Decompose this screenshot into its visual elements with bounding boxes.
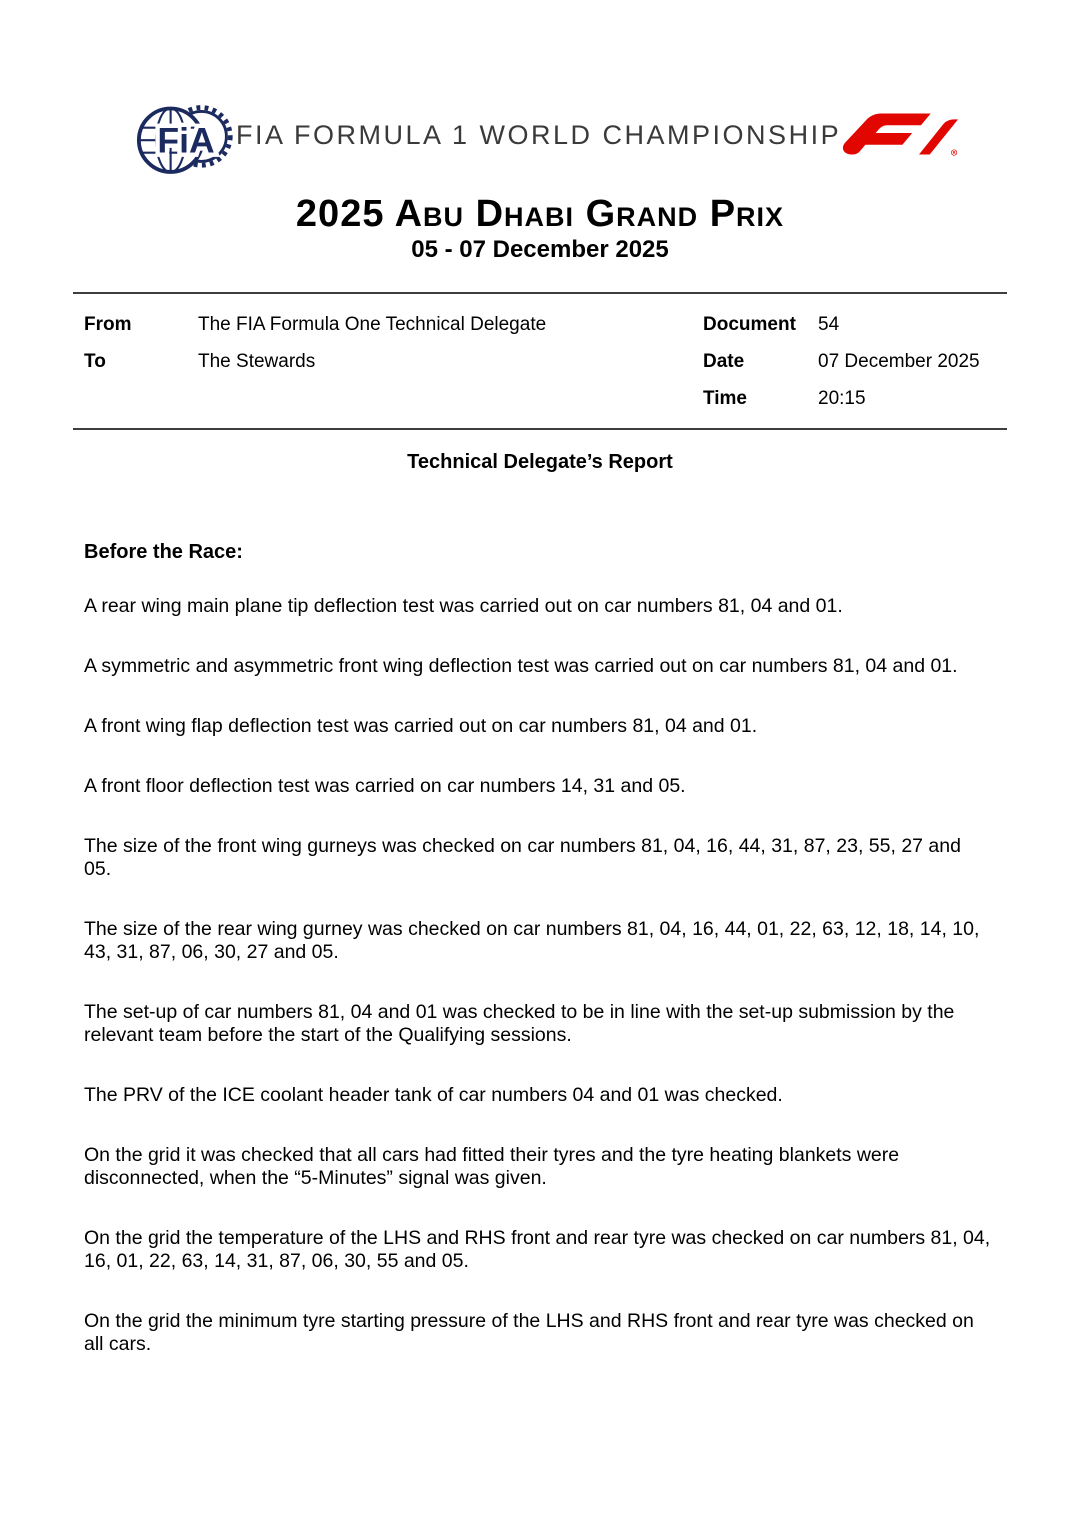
report-paragraph: The set-up of car numbers 81, 04 and 01 was checked to be in line with the set-up submission by the relevant team before the start of the Qualifying sessions.	[84, 1001, 955, 1046]
meta-to-row	[84, 350, 703, 373]
meta-time-row	[703, 387, 1007, 410]
document-label: Document	[703, 314, 796, 335]
from-label: From	[84, 314, 132, 335]
to-value: The Stewards	[198, 351, 316, 372]
document-header	[0, 0, 1080, 190]
report-paragraph: On the grid the temperature of the LHS and RHS front and rear tyre was checked on car numbers 81, 04, 16, 01, 22, 63, 14, 31, 87, 06, 30, 55 and 05.	[84, 1227, 991, 1272]
meta-from-row	[84, 313, 703, 336]
to-label: To	[84, 351, 106, 372]
f1-registered-letter: R	[952, 150, 956, 156]
from-value: The FIA Formula One Technical Delegate	[198, 314, 547, 335]
f1-logo-icon	[843, 114, 958, 155]
event-title-block	[0, 195, 1080, 263]
meta-right-column	[703, 313, 1007, 410]
fia-logo	[136, 100, 236, 192]
section-heading: Before the Race:	[84, 541, 243, 563]
report-content	[84, 595, 992, 1356]
report-paragraph: A front floor deflection test was carried on car numbers 14, 31 and 05.	[84, 775, 686, 797]
report-paragraph: On the grid the minimum tyre starting pressure of the LHS and RHS front and rear tyre was checked on all cars.	[84, 1310, 974, 1355]
report-paragraph: On the grid it was checked that all cars had fitted their tyres and the tyre heating blankets were disconnected, when the “5-Minutes” signal was given.	[84, 1144, 900, 1189]
time-value: 20:15	[818, 388, 866, 409]
event-title: 2025 Abu Dhabi Grand Prix	[295, 193, 785, 235]
f1-logo	[841, 107, 958, 163]
championship-title: FIA FORMULA 1 WORLD CHAMPIONSHIP	[236, 120, 842, 150]
meta-table	[73, 294, 1007, 428]
report-paragraph: The PRV of the ICE coolant header tank of car numbers 04 and 01 was checked.	[84, 1084, 783, 1106]
report-paragraph: A symmetric and asymmetric front wing deflection test was carried out on car numbers 81, 04 and 01.	[84, 655, 958, 677]
meta-document-row	[703, 313, 1007, 336]
report-paragraph: A front wing flap deflection test was carried out on car numbers 81, 04 and 01.	[84, 715, 758, 737]
document-value: 54	[818, 314, 840, 335]
report-title: Technical Delegate’s Report	[407, 451, 673, 473]
divider-bottom	[73, 428, 1007, 430]
meta-left-column	[84, 313, 703, 410]
date-value: 07 December 2025	[818, 351, 980, 372]
meta-date-row	[703, 350, 1007, 373]
report-paragraph: The size of the rear wing gurney was checked on car numbers 81, 04, 16, 44, 01, 22, 63, 12, 18, 14, 10, 43, 31, 87, 06, 30, 27 and 05.	[84, 918, 980, 963]
report-paragraph: A rear wing main plane tip deflection test was carried out on car numbers 81, 04 and 01.	[84, 595, 843, 617]
fia-logo-text: FiA	[157, 120, 215, 161]
time-label: Time	[703, 388, 748, 409]
date-label: Date	[703, 351, 745, 372]
event-dates: 05 - 07 December 2025	[411, 236, 669, 263]
report-paragraph: The size of the front wing gurneys was checked on car numbers 81, 04, 16, 44, 31, 87, 23, 55, 27 and 05.	[84, 835, 961, 880]
